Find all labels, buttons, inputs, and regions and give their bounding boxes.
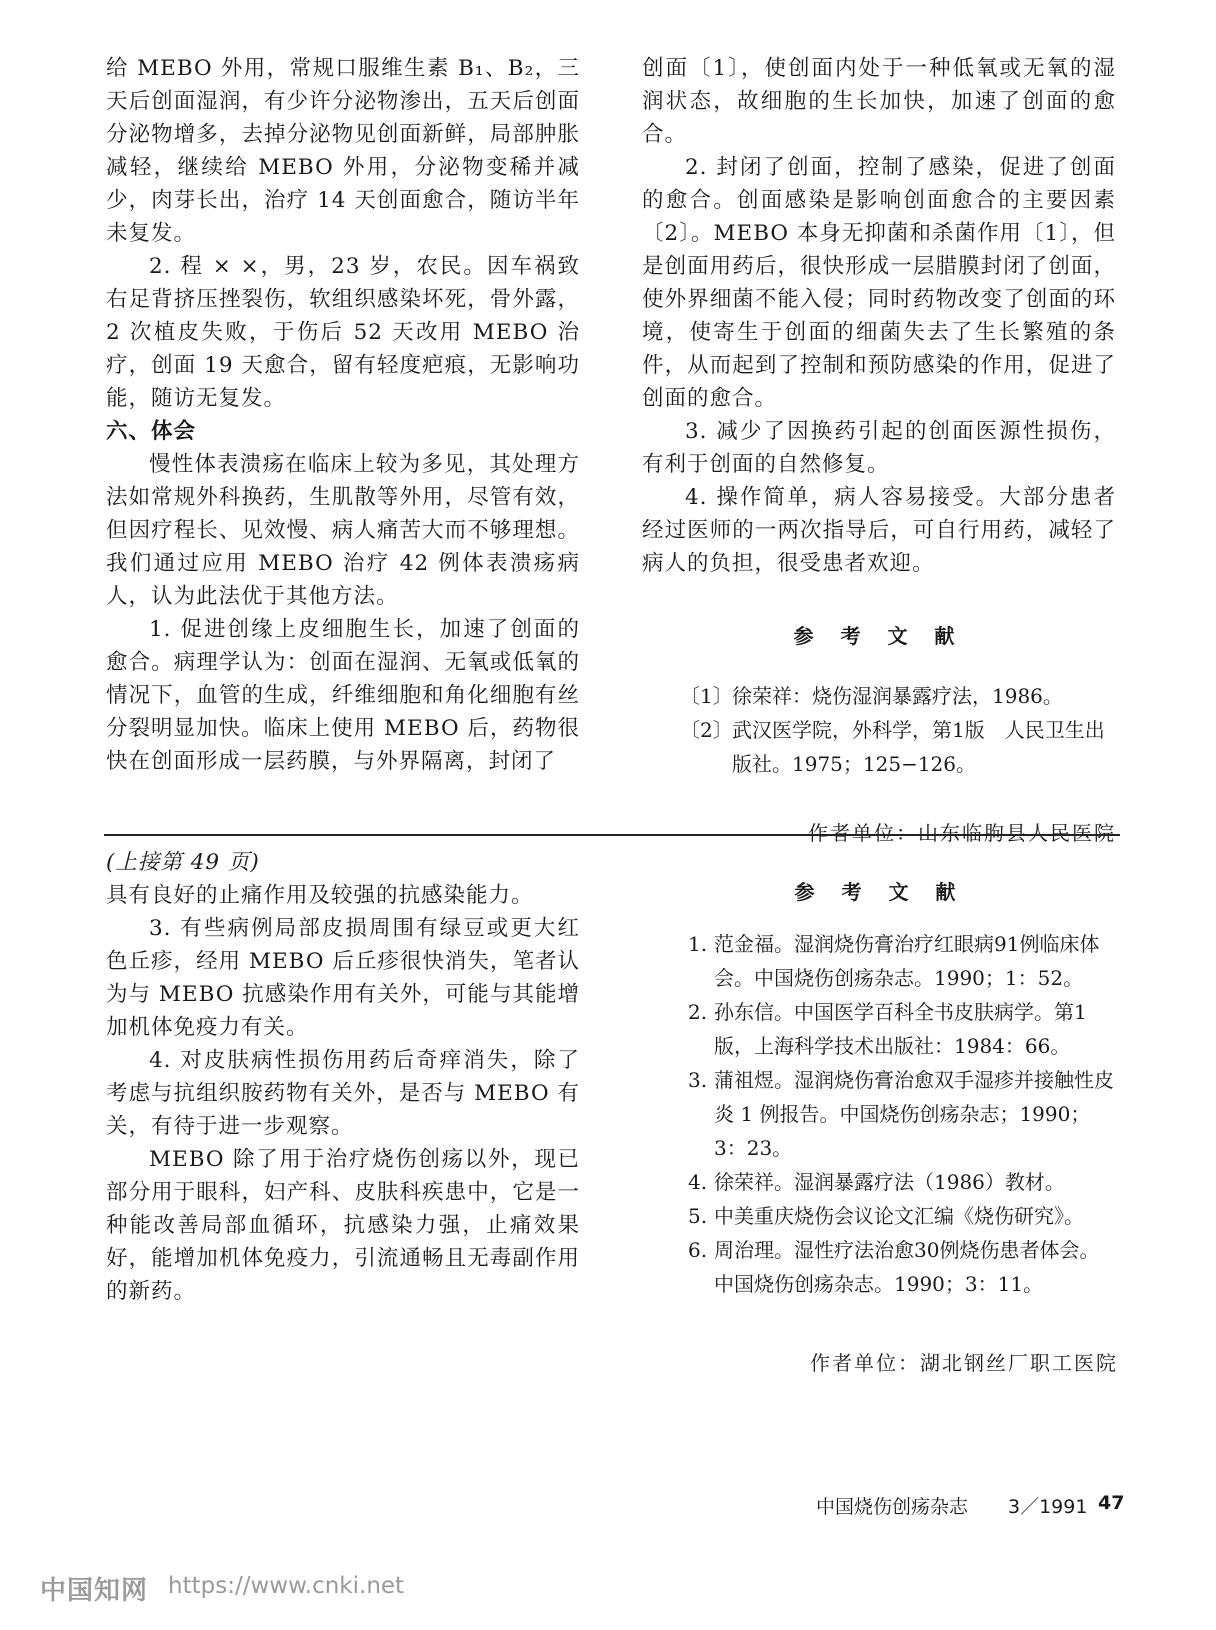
references-list: [642, 679, 1116, 781]
reference-text: 武汉医学院，外科学，第1版 人民卫生出版社。1975；125−126。: [732, 718, 1105, 776]
reference-text: 孙东信。中国医学百科全书皮肤病学。第1版，上海科学技术出版社：1984：66。: [714, 1000, 1087, 1058]
reference-text: 徐荣祥：烧伤湿润暴露疗法，1986。: [732, 684, 1063, 708]
reference-item: [680, 679, 1116, 713]
reference-item: [688, 1233, 1118, 1301]
observation-point-4: 4. 对皮肤病性损伤用药后奇痒消失，除了考虑与抗组织胺药物有关外，是否与 MEBO 有关，有待于进一步观察。: [106, 1048, 580, 1139]
case-1-continuation: 给 MEBO 外用，常规口服维生素 B₁、B₂，三天后创面湿润，有少许分泌物渗出，五天后创面分泌物增多，去掉分泌物见创面新鲜，局部肿胀减轻，继续给 MEBO 外用，分泌物变稀并减少，肉芽长出，治疗 14 天创面愈合，随访半年未复发。: [106, 56, 580, 246]
reference-text: 徐荣祥。湿润暴露疗法（1986）教材。: [714, 1170, 1065, 1194]
discussion-point-4: 4. 操作简单，病人容易接受。大部分患者经过医师的一两次指导后，可自行用药，减轻了病人的负担，很受患者欢迎。: [642, 485, 1116, 576]
reference-item: [688, 1165, 1118, 1199]
reference-item: [688, 995, 1118, 1063]
reference-number: 2.: [688, 1000, 708, 1024]
continued-from-note: (上接第 49 页): [106, 850, 260, 875]
section-heading-discussion: 六、体会: [106, 419, 197, 444]
footer-issue: 3／1991: [1008, 1496, 1088, 1518]
reference-text: 范金福。湿润烧伤膏治疗红眼病91例临床体会。中国烧伤创疡杂志。1990；1：52。: [714, 932, 1100, 990]
reference-item: [688, 1063, 1118, 1165]
conclusion-paragraph: MEBO 除了用于治疗烧伤创疡以外，现已部分用于眼科，妇产科、皮肤科疾患中，它是一种能改善局部血循环，抗感染力强，止痛效果好，能增加机体免疫力，引流通畅且无毒副作用的新药。: [106, 1147, 580, 1304]
continued-paragraph: 具有良好的止痛作用及较强的抗感染能力。: [106, 883, 534, 908]
reference-number: 5.: [688, 1204, 708, 1228]
reference-text: 周治理。湿性疗法治愈30例烧伤患者体会。中国烧伤创疡杂志。1990；3：11。: [714, 1238, 1100, 1296]
bottom-left-column: [106, 846, 580, 1308]
reference-number: 〔1〕: [680, 684, 733, 708]
reference-number: 6.: [688, 1238, 708, 1262]
reference-text: 蒲祖煜。湿润烧伤膏治愈双手湿疹并接触性皮炎 1 例报告。中国烧伤创疡杂志；1990；3：23。: [714, 1068, 1114, 1160]
footer-page-number: 47: [1098, 1492, 1125, 1514]
bottom-right-column: [642, 846, 1118, 1376]
case-2-paragraph: 2. 程 × ×，男，23 岁，农民。因车祸致右足背挤压挫裂伤，软组织感染坏死，骨外露，2 次植皮失败，于伤后 52 天改用 MEBO 治疗，创面 19 天愈合，留有轻度疤痕，无影响功能，随访无复发。: [106, 254, 580, 411]
cnki-url-link[interactable]: https://www.cnki.net: [168, 1573, 405, 1599]
discussion-point-2: 2. 封闭了创面，控制了感染，促进了创面的愈合。创面感染是影响创面愈合的主要因素〔2〕。MEBO 本身无抑菌和杀菌作用〔1〕，但是创面用药后，很快形成一层腊膜封闭了创面，使外界细菌不能入侵；同时药物改变了创面的环境，使寄生于创面的细菌失去了生长繁殖的条件，从而起到了控制和预防感染的作用，促进了创面的愈合。: [642, 155, 1116, 411]
top-right-column: [642, 52, 1116, 846]
references-title: 参 考 文 献: [794, 880, 966, 904]
author-affiliation: 作者单位：山东临朐县人民医院: [808, 821, 1116, 845]
discussion-point-3: 3. 减少了因换药引起的创面医源性损伤，有利于创面的自然修复。: [642, 419, 1116, 477]
reference-item: [680, 713, 1116, 781]
reference-item: [688, 1199, 1118, 1233]
top-left-column: [106, 52, 580, 778]
references-list: [642, 927, 1118, 1301]
reference-item: [688, 927, 1118, 995]
reference-number: 〔2〕: [680, 718, 733, 742]
discussion-intro: 慢性体表溃疡在临床上较为多见，其处理方法如常规外科换药，生肌散等外用，尽管有效，但因疗程长、见效慢、病人痛苦大而不够理想。我们通过应用 MEBO 治疗 42 例体表溃疡病人，认为此法优于其他方法。: [106, 452, 580, 609]
reference-text: 中美重庆烧伤会议论文汇编《烧伤研究》。: [714, 1204, 1084, 1228]
point-1-continuation: 创面〔1〕，使创面内处于一种低氧或无氧的湿润状态，故细胞的生长加快，加速了创面的愈合。: [642, 56, 1116, 147]
section-divider: [104, 834, 1120, 836]
reference-number: 4.: [688, 1170, 708, 1194]
observation-point-3: 3. 有些病例局部皮损周围有绿豆或更大红色丘疹，经用 MEBO 后丘疹很快消失，笔者认为与 MEBO 抗感染作用有关外，可能与其能增加机体免疫力有关。: [106, 916, 580, 1040]
reference-number: 3.: [688, 1068, 708, 1092]
cnki-logo: 中国知网: [40, 1576, 149, 1606]
references-title: 参 考 文 献: [793, 624, 965, 648]
reference-number: 1.: [688, 932, 708, 956]
author-affiliation: 作者单位：湖北钢丝厂职工医院: [810, 1351, 1118, 1375]
discussion-point-1: 1. 促进创缘上皮细胞生长，加速了创面的愈合。病理学认为：创面在湿润、无氧或低氧的情况下，血管的生成，纤维细胞和角化细胞有丝分裂明显加快。临床上使用 MEBO 后，药物很快在创面形成一层药膜，与外界隔离，封闭了: [106, 617, 580, 774]
footer-journal-name: 中国烧伤创疡杂志: [816, 1496, 969, 1518]
